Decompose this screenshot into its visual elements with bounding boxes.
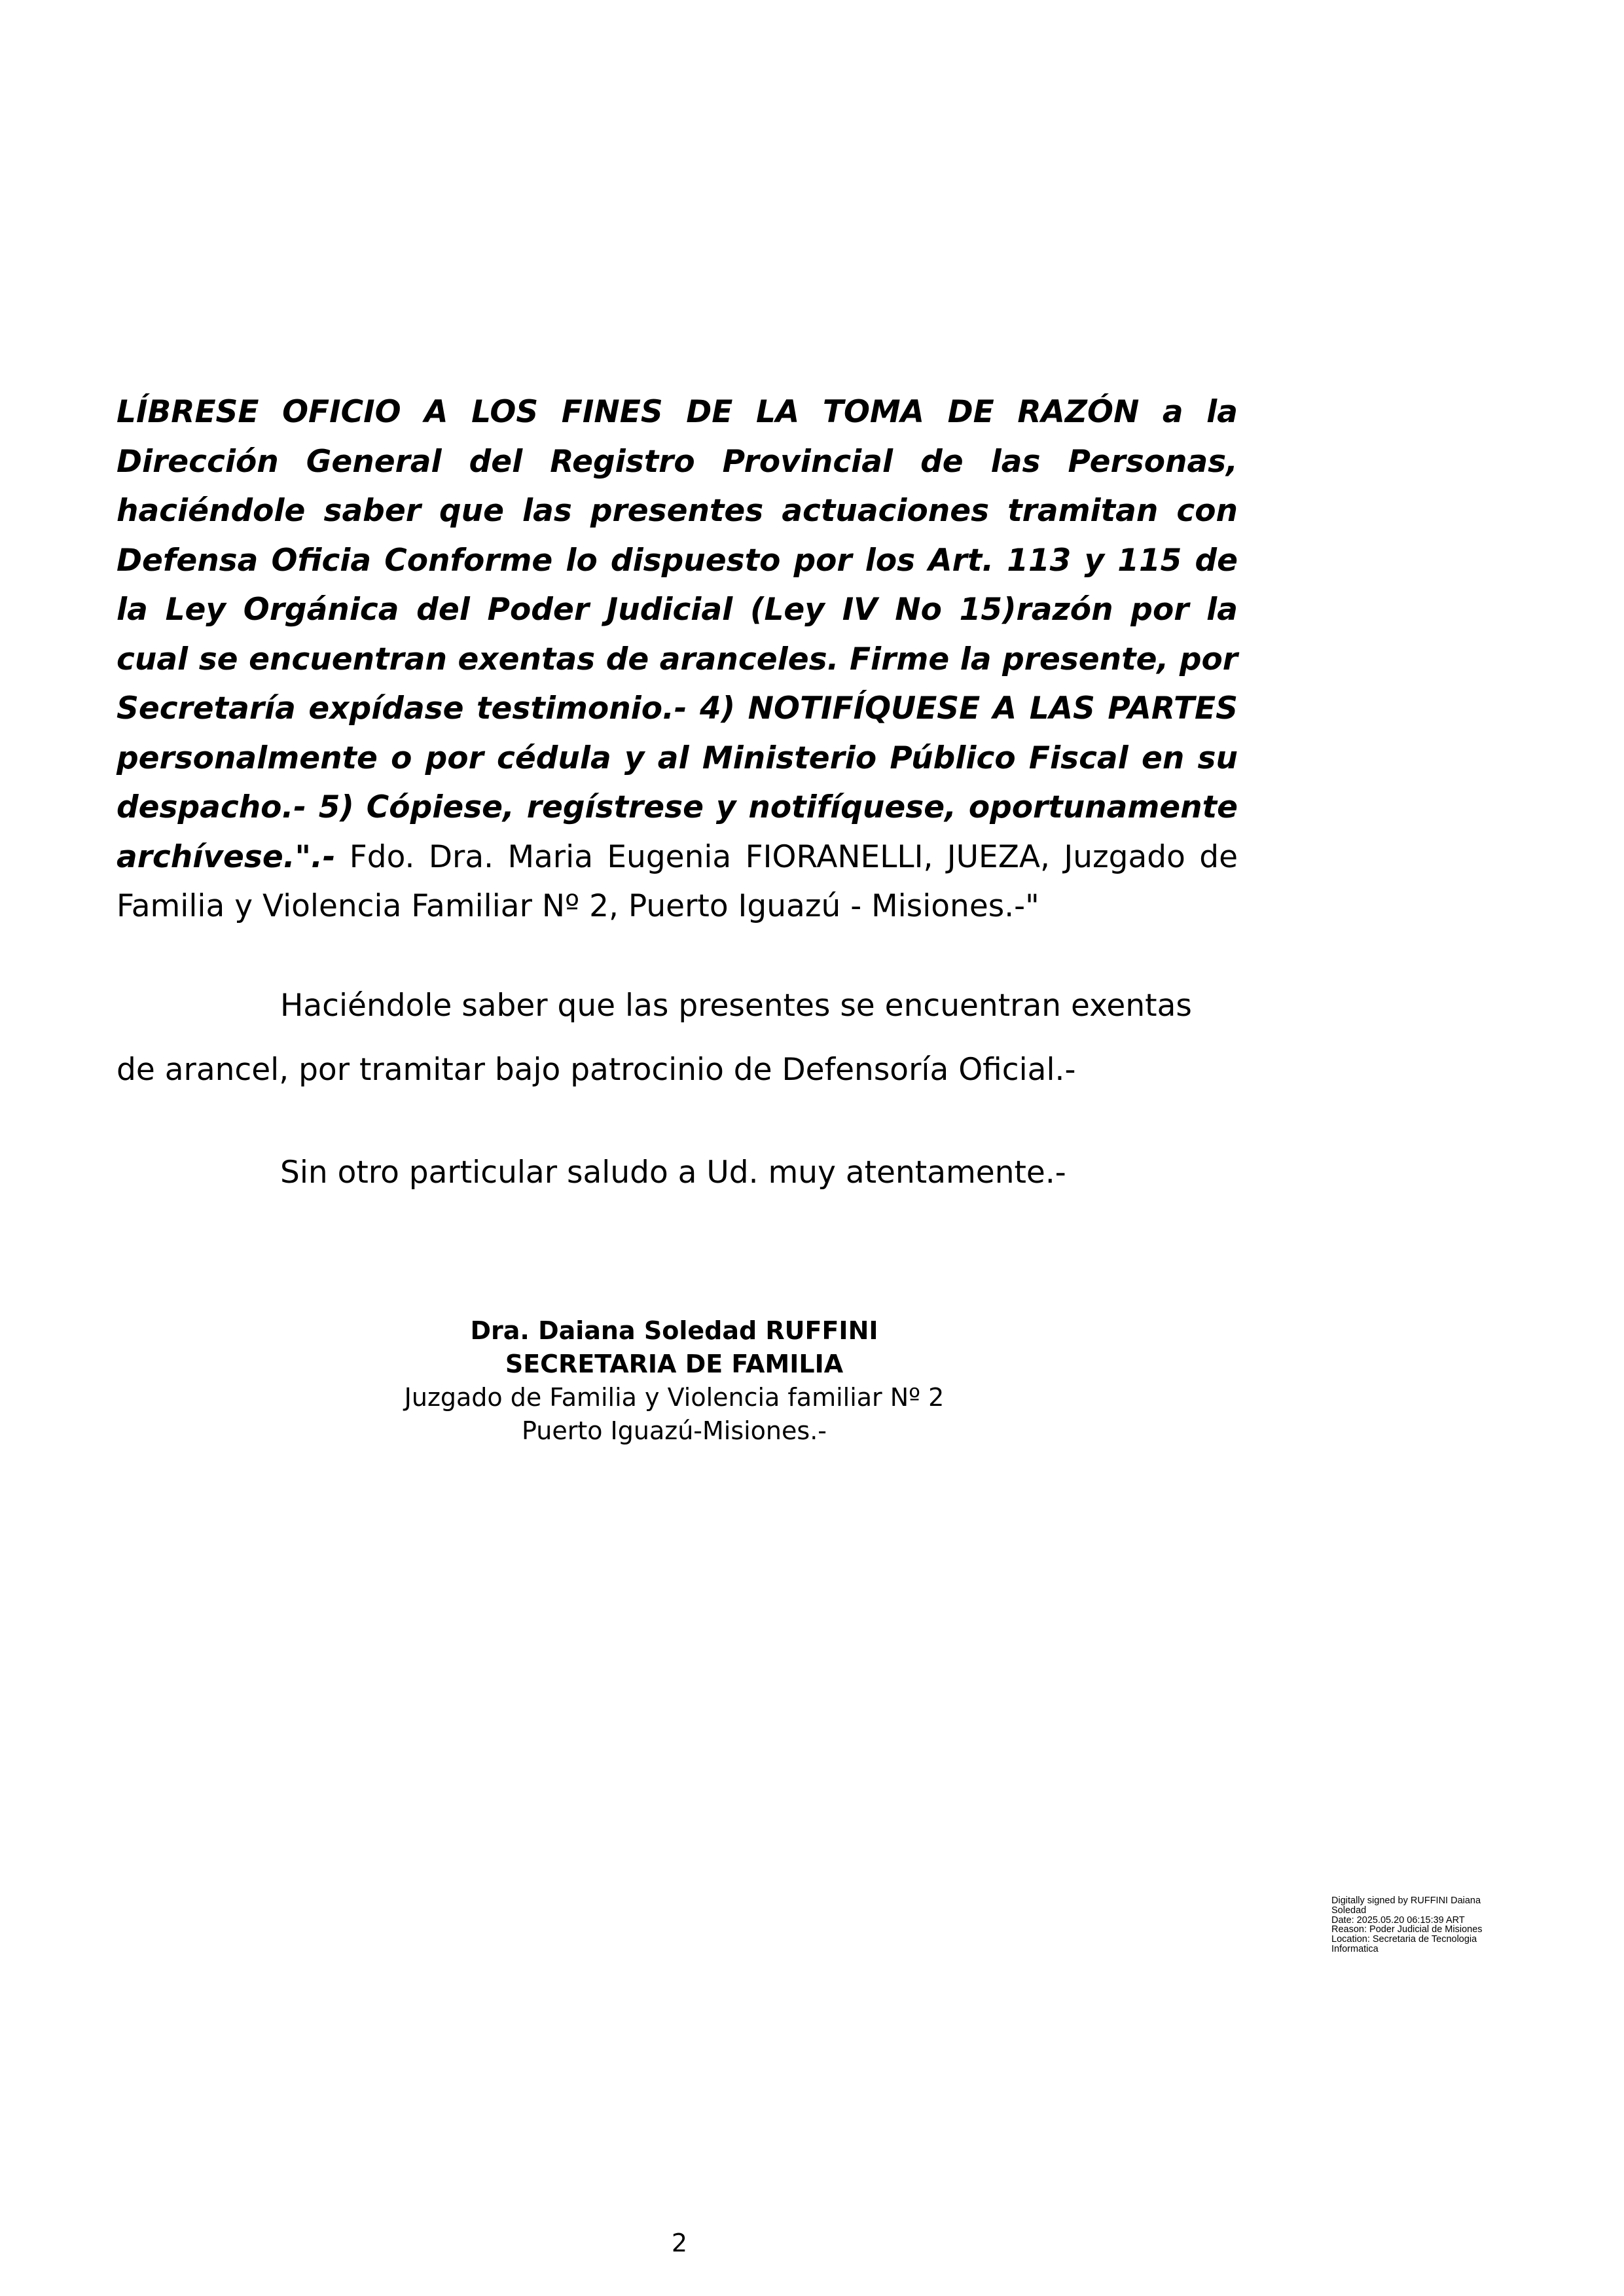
signatory-court: Juzgado de Familia y Violencia familiar Nº 2	[404, 1383, 945, 1412]
page-number: 2	[671, 2229, 688, 2257]
digital-signature-reason: Reason: Poder Judicial de Misiones	[1331, 1924, 1483, 1935]
digital-signature-signed-by: Digitally signed by RUFFINI Daiana	[1331, 1895, 1481, 1906]
closing-salutation: Sin otro particular saludo a Ud. muy atentamente.-	[280, 1155, 1066, 1191]
digital-signature-date: Date: 2025.05.20 06:15:39 ART	[1331, 1914, 1465, 1926]
digital-signature-signed-by-cont: Soledad	[1331, 1905, 1367, 1916]
digital-signature-location-cont: Informatica	[1331, 1943, 1379, 1954]
exemption-paragraph: Haciéndole saber que las presentes se encuentran exentas de arancel, por tramitar bajo patrocinio de Defensoría Oficial.-	[117, 988, 1192, 1088]
resolution-paragraph	[117, 387, 1238, 931]
signatory-name: Dra. Daiana Soledad RUFFINI	[470, 1316, 878, 1345]
digital-signature-location: Location: Secretaria de Tecnologia	[1331, 1934, 1477, 1945]
judge-signature-text: Fdo. Dra. Maria Eugenia FIORANELLI, JUEZA, Juzgado de Familia y Violencia Familiar Nº 2, Puerto Iguazú - Misiones.-"	[117, 838, 1238, 924]
digital-signature-stamp	[1331, 1896, 1528, 1954]
resolution-emphasized-text: LÍBRESE OFICIO A LOS FINES DE LA TOMA DE RAZÓN a la Dirección General del Registro Provincial de las Personas, haciéndole saber que las presentes actuaciones tramitan con Defensa Oficia Conforme lo dispuesto por los Art. 113 y 115 de la Ley Orgánica del Poder Judicial (Ley IV No 15)razón por la cual se encuentran exentas de aranceles. Firme la presente, por Secretaría expídase testimonio.- 4) NOTIFÍQUESE A LAS PARTES personalmente o por cédula y al Ministerio Público Fiscal en su despacho.- 5) Cópiese, regístrese y notifíquese, oportunamente archívese.".-	[117, 394, 1238, 875]
signatory-block	[393, 1314, 956, 1448]
signatory-location: Puerto Iguazú-Misiones.-	[521, 1416, 827, 1445]
signatory-title: SECRETARIA DE FAMILIA	[505, 1350, 844, 1378]
